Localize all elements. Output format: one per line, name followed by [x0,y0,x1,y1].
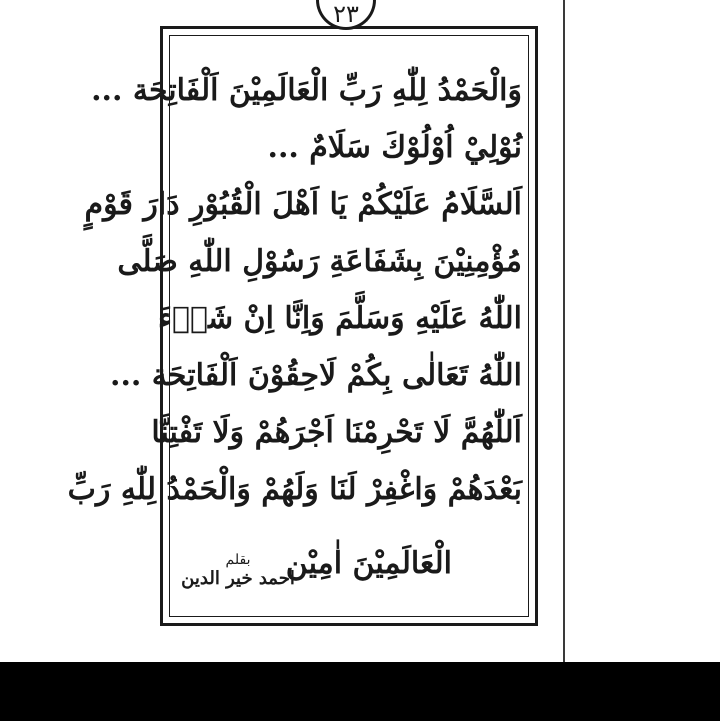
text-line-6: اللّٰهُ تَعَالٰى بِكُمْ لَاحِقُوْنَ اَلْفَاتِحَة ... [110,358,522,393]
closing-line: الْعَالَمِيْنَ اٰمِيْن [285,546,452,581]
text-line-3: اَلسَّلَامُ عَلَيْكُمْ يَا اَهْلَ الْقُبُوْرِ دَارَ قَوْمٍ [84,187,522,222]
prayer-text [67,62,522,582]
closing-row [178,540,522,600]
text-line-8: بَعْدَهُمْ وَاغْفِرْ لَنَا وَلَهُمْ وَالْحَمْدُ لِلّٰهِ رَبِّ [67,472,522,507]
text-line-7: اَللّٰهُمَّ لَا تَحْرِمْنَا اَجْرَهُمْ وَلَا تَفْتِنَّا [151,415,522,450]
text-line-5: اللّٰهُ عَلَيْهِ وَسَلَّمَ وَاِنَّا اِنْ شَاۤءَ [157,301,522,336]
page-number: ٢٣ [316,0,376,30]
text-line-1: وَالْحَمْدُ لِلّٰهِ رَبِّ الْعَالَمِيْنَ اَلْفَاتِحَة ... [91,73,522,108]
signature [178,552,298,602]
signature-name: احمد خير الدين [181,568,295,589]
bottom-black-bar [0,662,720,721]
signature-label: بقلم [225,552,251,568]
text-line-4: مُؤْمِنِيْنَ بِشَفَاعَةِ رَسُوْلِ اللّٰهِ صَلَّى [117,244,522,279]
text-line-2: نُوْلِيْ اُوْلُوْكَ سَلَامٌ ... [267,130,522,165]
page-edge-rule [563,0,565,662]
